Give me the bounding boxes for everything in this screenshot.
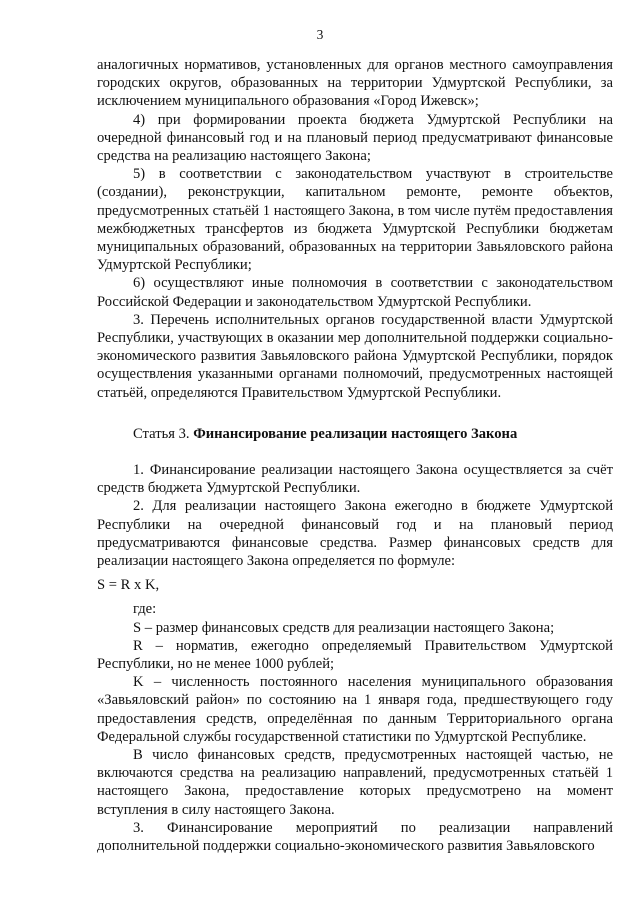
paragraph: 6) осуществляют иные полномочия в соответствии с законодательством Российской Федерации и законодательством Удмуртской Республики. bbox=[97, 275, 613, 310]
paragraph: аналогичных нормативов, установленных для органов местного самоуправления городских округов, образованных на территории Удмуртской Республики, за исключением муниципального образования «Город Ижевск»; bbox=[97, 57, 613, 110]
paragraph: 3. Перечень исполнительных органов государственной власти Удмуртской Республики, участвующих в оказании мер дополнительной поддержки социально-экономического развития Завьяловского района Удмуртской Республики, порядок осуществления указанными органами полномочий, предусмотренных настоящей статьёй, определяются Правительством Удмуртской Республики. bbox=[97, 311, 613, 401]
page-number: 3 bbox=[316, 27, 324, 42]
article-2-continuation bbox=[97, 56, 613, 402]
paragraph: 5) в соответствии с законодательством участвуют в строительстве (создании), реконструкции, капитальном ремонте, ремонте объектов, предусмотренных статьёй 1 настоящего Закона, в том числе путём предоставления межбюджетных трансфертов из бюджета Удмуртской Республики бюджетам муниципальных образований, образованных на территории Завьяловского района Удмуртской Республики; bbox=[97, 166, 613, 274]
formula: S = R x K, bbox=[97, 577, 160, 594]
paragraph: 1. Финансирование реализации настоящего Закона осуществляется за счёт средств бюджета Удмуртской Республики. bbox=[97, 462, 613, 497]
paragraph: В число финансовых средств, предусмотренных настоящей частью, не включаются средства на реализацию направлений, предусмотренных статьёй 1 настоящего Закона, предоставление которых предусмотрено на момент вступления в силу настоящего Закона. bbox=[97, 747, 613, 818]
article-3-heading bbox=[133, 425, 613, 443]
article-number: Статья 3. bbox=[133, 426, 194, 442]
formula-where: где: bbox=[133, 601, 157, 618]
paragraph: 4) при формировании проекта бюджета Удмуртской Республики на очередной финансовый год и на плановый период предусматривают финансовые средства на реализацию настоящего Закона; bbox=[97, 111, 613, 165]
paragraph: 3. Финансирование мероприятий по реализации направлений дополнительной поддержки социально-экономического развития Завьяловского bbox=[97, 819, 613, 855]
formula-def-r: R – норматив, ежегодно определяемый Правительством Удмуртской Республики, но не менее 1000 рублей; bbox=[97, 637, 613, 673]
formula-def-k: K – численность постоянного населения муниципального образования «Завьяловский район» по состоянию на 1 января года, предшествующего году предоставления средств, определённая по данным Территориального органа Федеральной службы государственной статистики по Удмуртской Республике. bbox=[97, 674, 613, 745]
paragraph: 2. Для реализации настоящего Закона ежегодно в бюджете Удмуртской Республики на очередной финансовый год и на плановый период предусматриваются финансовые средства. Размер финансовых средств для реализации настоящего Закона определяется по формуле: bbox=[97, 498, 613, 570]
article-3-body bbox=[97, 461, 613, 855]
formula-def-s: S – размер финансовых средств для реализации настоящего Закона; bbox=[133, 619, 555, 636]
article-title: Финансирование реализации настоящего Закона bbox=[193, 426, 518, 442]
